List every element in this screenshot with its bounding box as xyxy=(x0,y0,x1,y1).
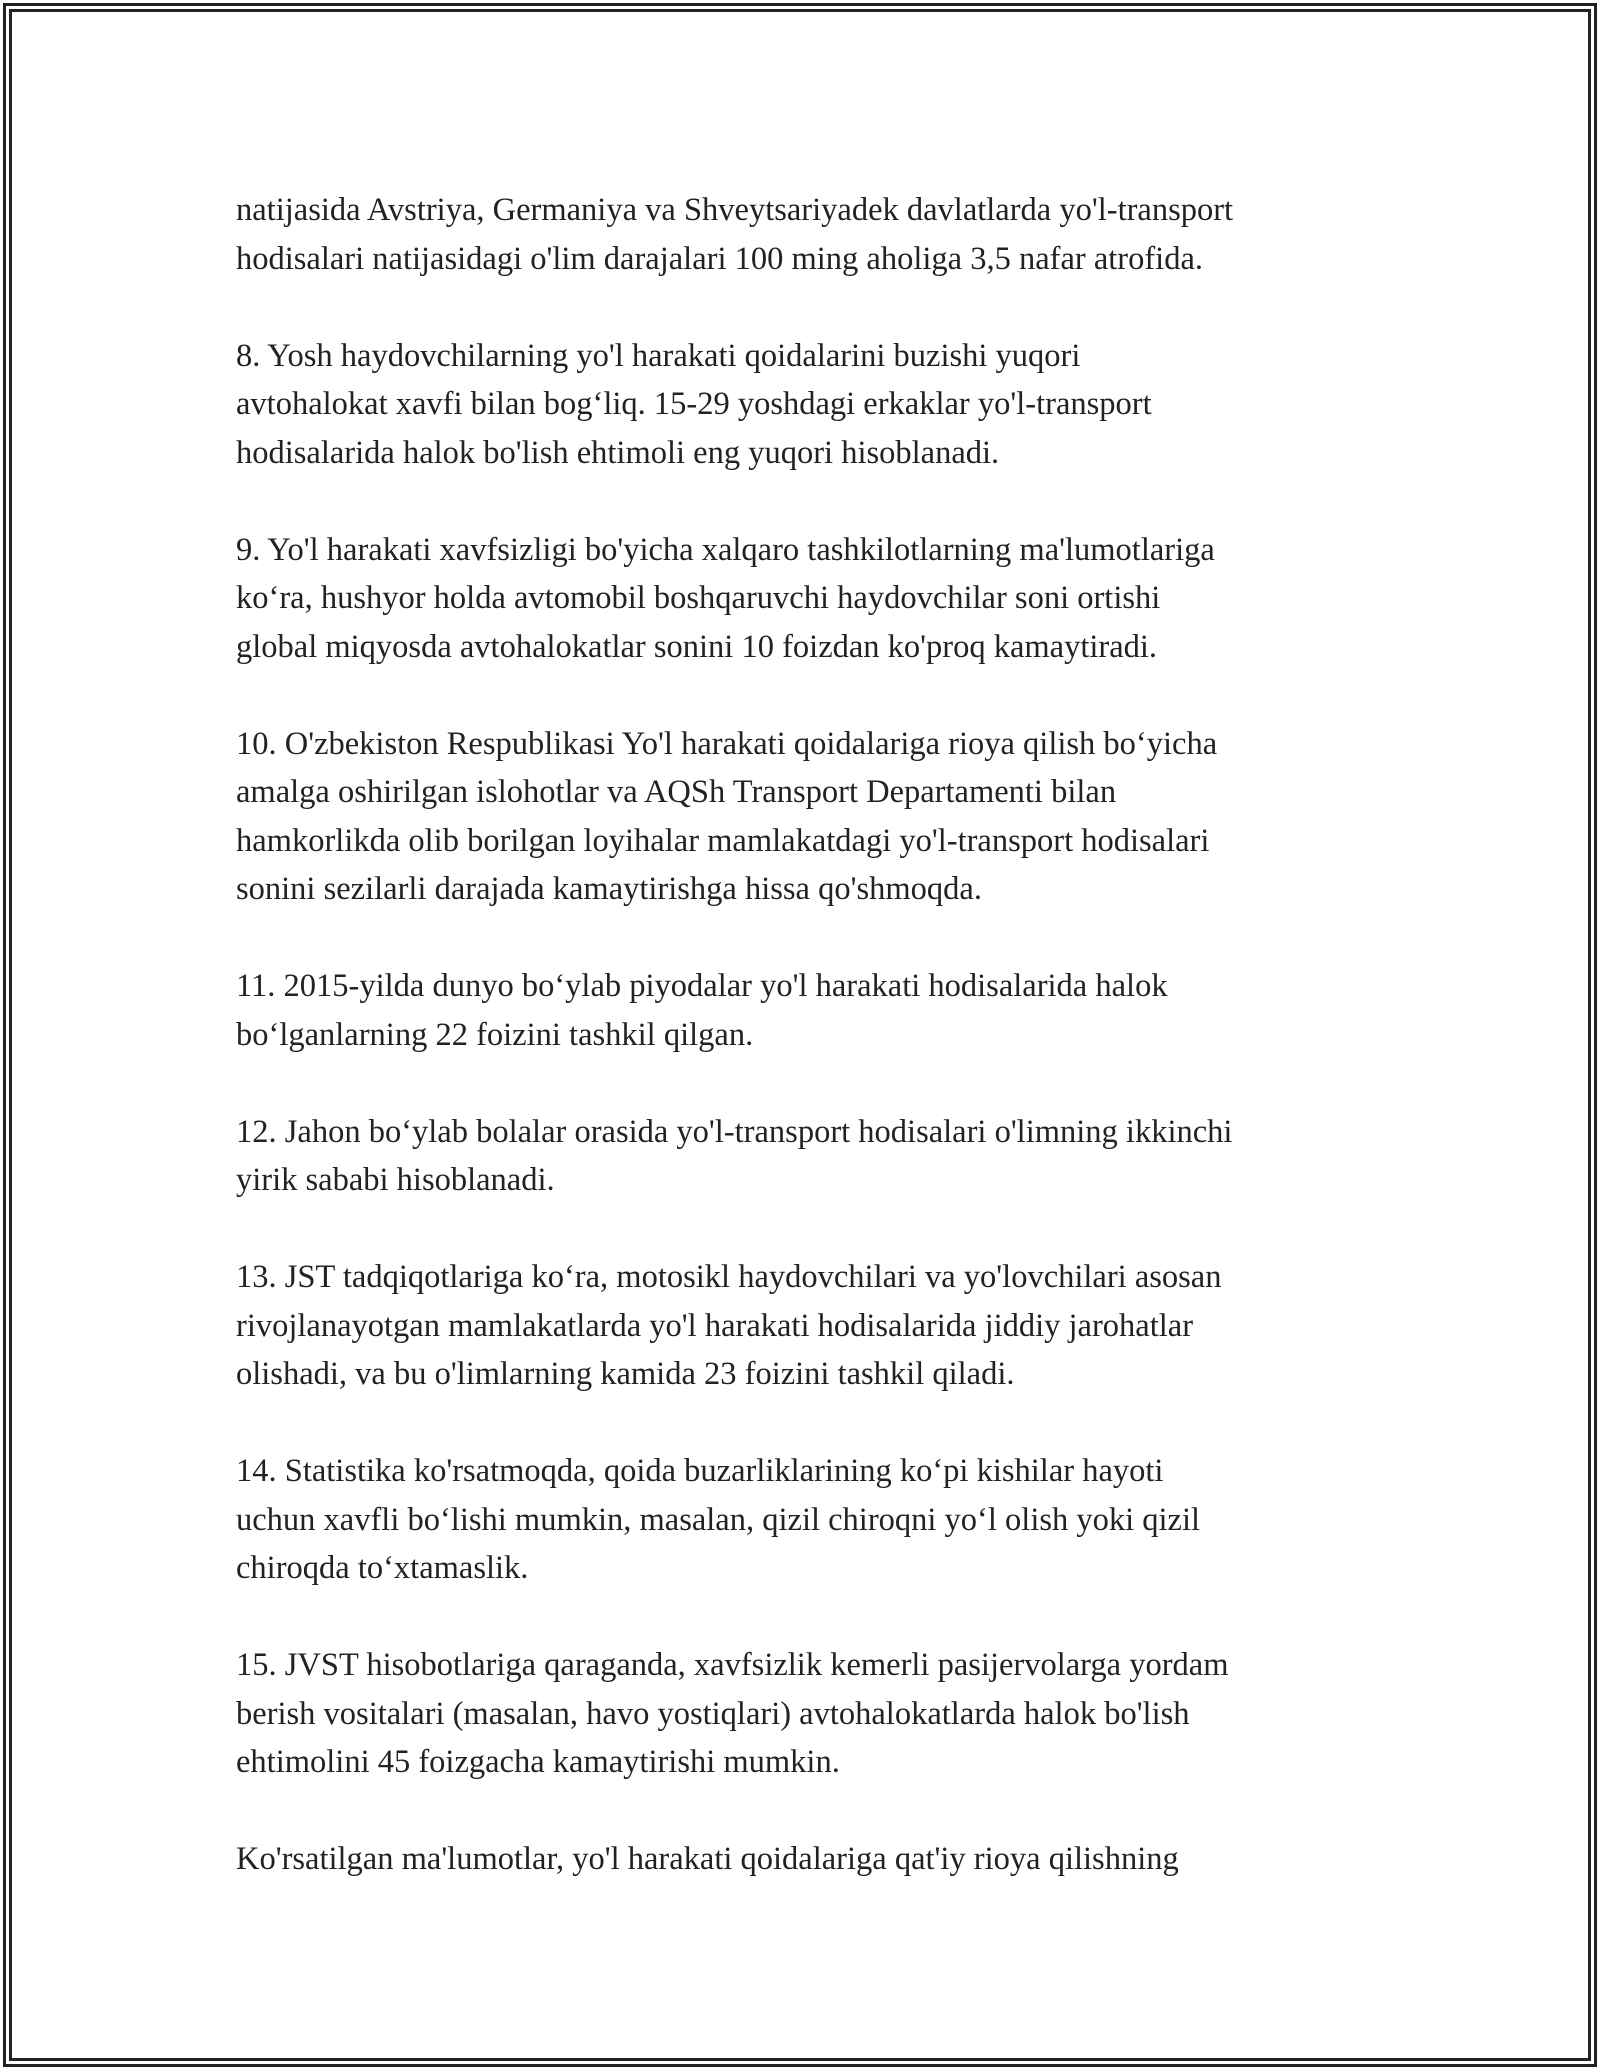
paragraph-item-8: 8. Yosh haydovchilarning yo'l harakati qoidalarini buzishi yuqori avtohalokat xavfi bilan bog‘liq. 15-29 yoshdagi erkaklar yo'l-transport hodisalarida halok bo'lish ehtimoli eng yuqori hisoblanadi. xyxy=(236,337,1152,471)
paragraph-item-12: 12. Jahon bo‘ylab bolalar orasida yo'l-transport hodisalari o'limning ikkinchi yirik sababi hisoblanadi. xyxy=(236,1113,1233,1198)
document-body xyxy=(236,186,1386,1932)
paragraph-item-11: 11. 2015-yilda dunyo bo‘ylab piyodalar yo'l harakati hodisalarida halok bo‘lganlarning 22 foizini tashkil qilgan. xyxy=(236,968,1168,1053)
paragraph-item-14: 14. Statistika ko'rsatmoqda, qoida buzarliklarining ko‘pi kishilar hayoti uchun xavfli bo‘lishi mumkin, masalan, qizil chiroqni yo‘l olish yoki qizil chiroqda to‘xtamaslik. xyxy=(236,1453,1201,1586)
paragraph-continuation: natijasida Avstriya, Germaniya va Shveytsariyadek davlatlarda yo'l-transport hodisalari natijasidagi o'lim darajalari 100 ming aholiga 3,5 nafar atrofida. xyxy=(236,192,1234,277)
paragraph-item-9: 9. Yo'l harakati xavfsizligi bo'yicha xalqaro tashkilotlarning ma'lumotlariga ko‘ra, hushyor holda avtomobil boshqaruvchi haydovchilar soni ortishi global miqyosda avtohalokatlar sonini 10 foizdan ko'proq kamaytiradi. xyxy=(236,531,1215,665)
paragraph-item-13: 13. JST tadqiqotlariga ko‘ra, motosikl haydovchilari va yo'lovchilari asosan rivojlanayotgan mamlakatlarda yo'l harakati hodisalarida jiddiy jarohatlar olishadi, va bu o'limlarning kamida 23 foizini tashkil qiladi. xyxy=(236,1259,1222,1392)
paragraph-item-15: 15. JVST hisobotlariga qaraganda, xavfsizlik kemerli pasijervolarga yordam berish vositalari (masalan, havo yostiqlari) avtohalokatlarda halok bo'lish ehtimolini 45 foizgacha kamaytirishi mumkin. xyxy=(236,1647,1229,1780)
paragraph-conclusion: Ko'rsatilgan ma'lumotlar, yo'l harakati qoidalariga qat'iy rioya qilishning xyxy=(236,1841,1179,1877)
paragraph-item-10: 10. O'zbekiston Respublikasi Yo'l harakati qoidalariga rioya qilish bo‘yicha amalga oshirilgan islohotlar va AQSh Transport Departamenti bilan hamkorlikda olib borilgan loyihalar mamlakatdagi yo'l-transport hodisalari sonini sezilarli darajada kamaytirishga hissa qo'shmoqda. xyxy=(236,725,1218,907)
